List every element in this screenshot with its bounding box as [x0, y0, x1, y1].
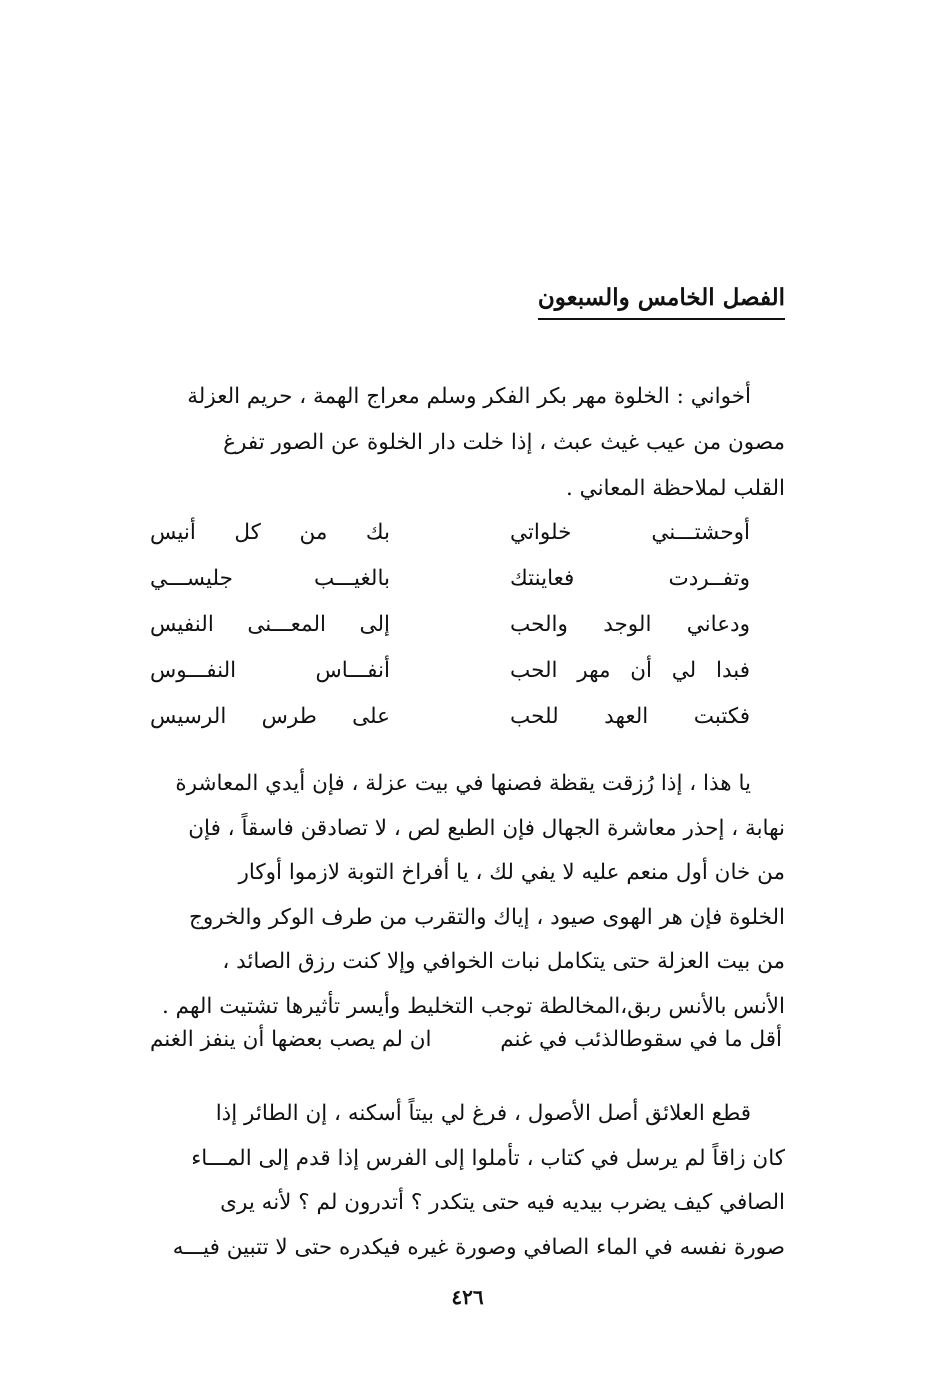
verse-second-hemistich: بالغيـــب جليســـي	[150, 566, 390, 591]
paragraph-2	[143, 762, 785, 1029]
verse-second-hemistich: ان لم يصب بعضها أن ينفز الغنم	[150, 1027, 432, 1052]
page-number: ٤٢٦	[451, 1285, 484, 1309]
poem-verse	[150, 510, 750, 556]
chapter-title: الفصل الخامس والسبعون	[538, 282, 785, 320]
poem-verse	[150, 694, 750, 740]
single-verse	[150, 1018, 782, 1062]
verse-first-hemistich: ودعاني الوجد والحب	[510, 612, 750, 637]
poem-verse	[150, 648, 750, 694]
text-line: الأنس بالأنس ربق،المخالطة توجب التخليط وأيسر تأثيرها تشتيت الهم .	[161, 993, 785, 1019]
verse-first-hemistich: فبدا لي أن مهر الحب	[510, 658, 750, 683]
text-line: أخواني : الخلوة مهر بكر الفكر وسلم معراج الهمة ، حريم العزلة	[187, 384, 751, 409]
text-line: القلب لملاحظة المعاني .	[565, 476, 785, 501]
text-line: مصون من عيب غيث عبث ، إذا خلت دار الخلوة عن الصور تفرغ	[223, 430, 785, 455]
verse-second-hemistich: إلى المعـــنى النفيس	[150, 612, 390, 637]
paragraph-3	[143, 1092, 785, 1270]
poem-verse	[150, 602, 750, 648]
text-line: يا هذا ، إذا رُزقت يقظة فصنها في بيت عزلة ، فإن أيدي المعاشرة	[175, 771, 751, 796]
verse-first-hemistich: وتفــردت فعاينتك	[510, 566, 750, 591]
text-line: الخلوة فإن هر الهوى صيود ، إياك والتقرب من طرف الوكر والخروج	[188, 904, 785, 930]
verse-second-hemistich: على طرس الرسيس	[150, 704, 390, 729]
verse-second-hemistich: بك من كل أنيس	[150, 520, 390, 545]
text-line: قطع العلائق أصل الأصول ، فرغ لي بيتاً أسكنه ، إن الطائر إذا	[215, 1101, 751, 1126]
poem-verse	[150, 556, 750, 602]
text-line: من خان أول منعم عليه لا يفي لك ، يا أفراخ التوبة لازموا أوكار	[238, 860, 785, 885]
paragraph-1	[143, 374, 785, 512]
text-line: نهابة ، إحذر معاشرة الجهال فإن الطبع لص ، لا تصادقن فاسقاً ، فإن	[188, 815, 785, 841]
verse-first-hemistich: أوحشتـــني خلواتي	[510, 520, 750, 545]
text-line: من بيت العزلة حتى يتكامل نبات الخوافي وإلا كنت رزق الصائد ،	[222, 949, 785, 974]
verse-second-hemistich: أنفـــاس النفـــوس	[150, 658, 390, 683]
poem	[150, 510, 750, 740]
text-line: كان زاقاً لم يرسل في كتاب ، تأملوا إلى الفرس إذا قدم إلى المـــاء	[191, 1145, 785, 1171]
verse-first-hemistich: فكتبت العهد للحب	[510, 704, 750, 729]
verse-first-hemistich: أقل ما في سقوطالذئب في غنم	[500, 1027, 782, 1052]
text-line: الصافي كيف يضرب بيديه فيه حتى يتكدر ؟ أتدرون لم ؟ لأنه يرى	[220, 1190, 785, 1215]
text-line: صورة نفسه في الماء الصافي وصورة غيره فيكدره حتى لا تتبين فيـــه	[172, 1234, 785, 1260]
